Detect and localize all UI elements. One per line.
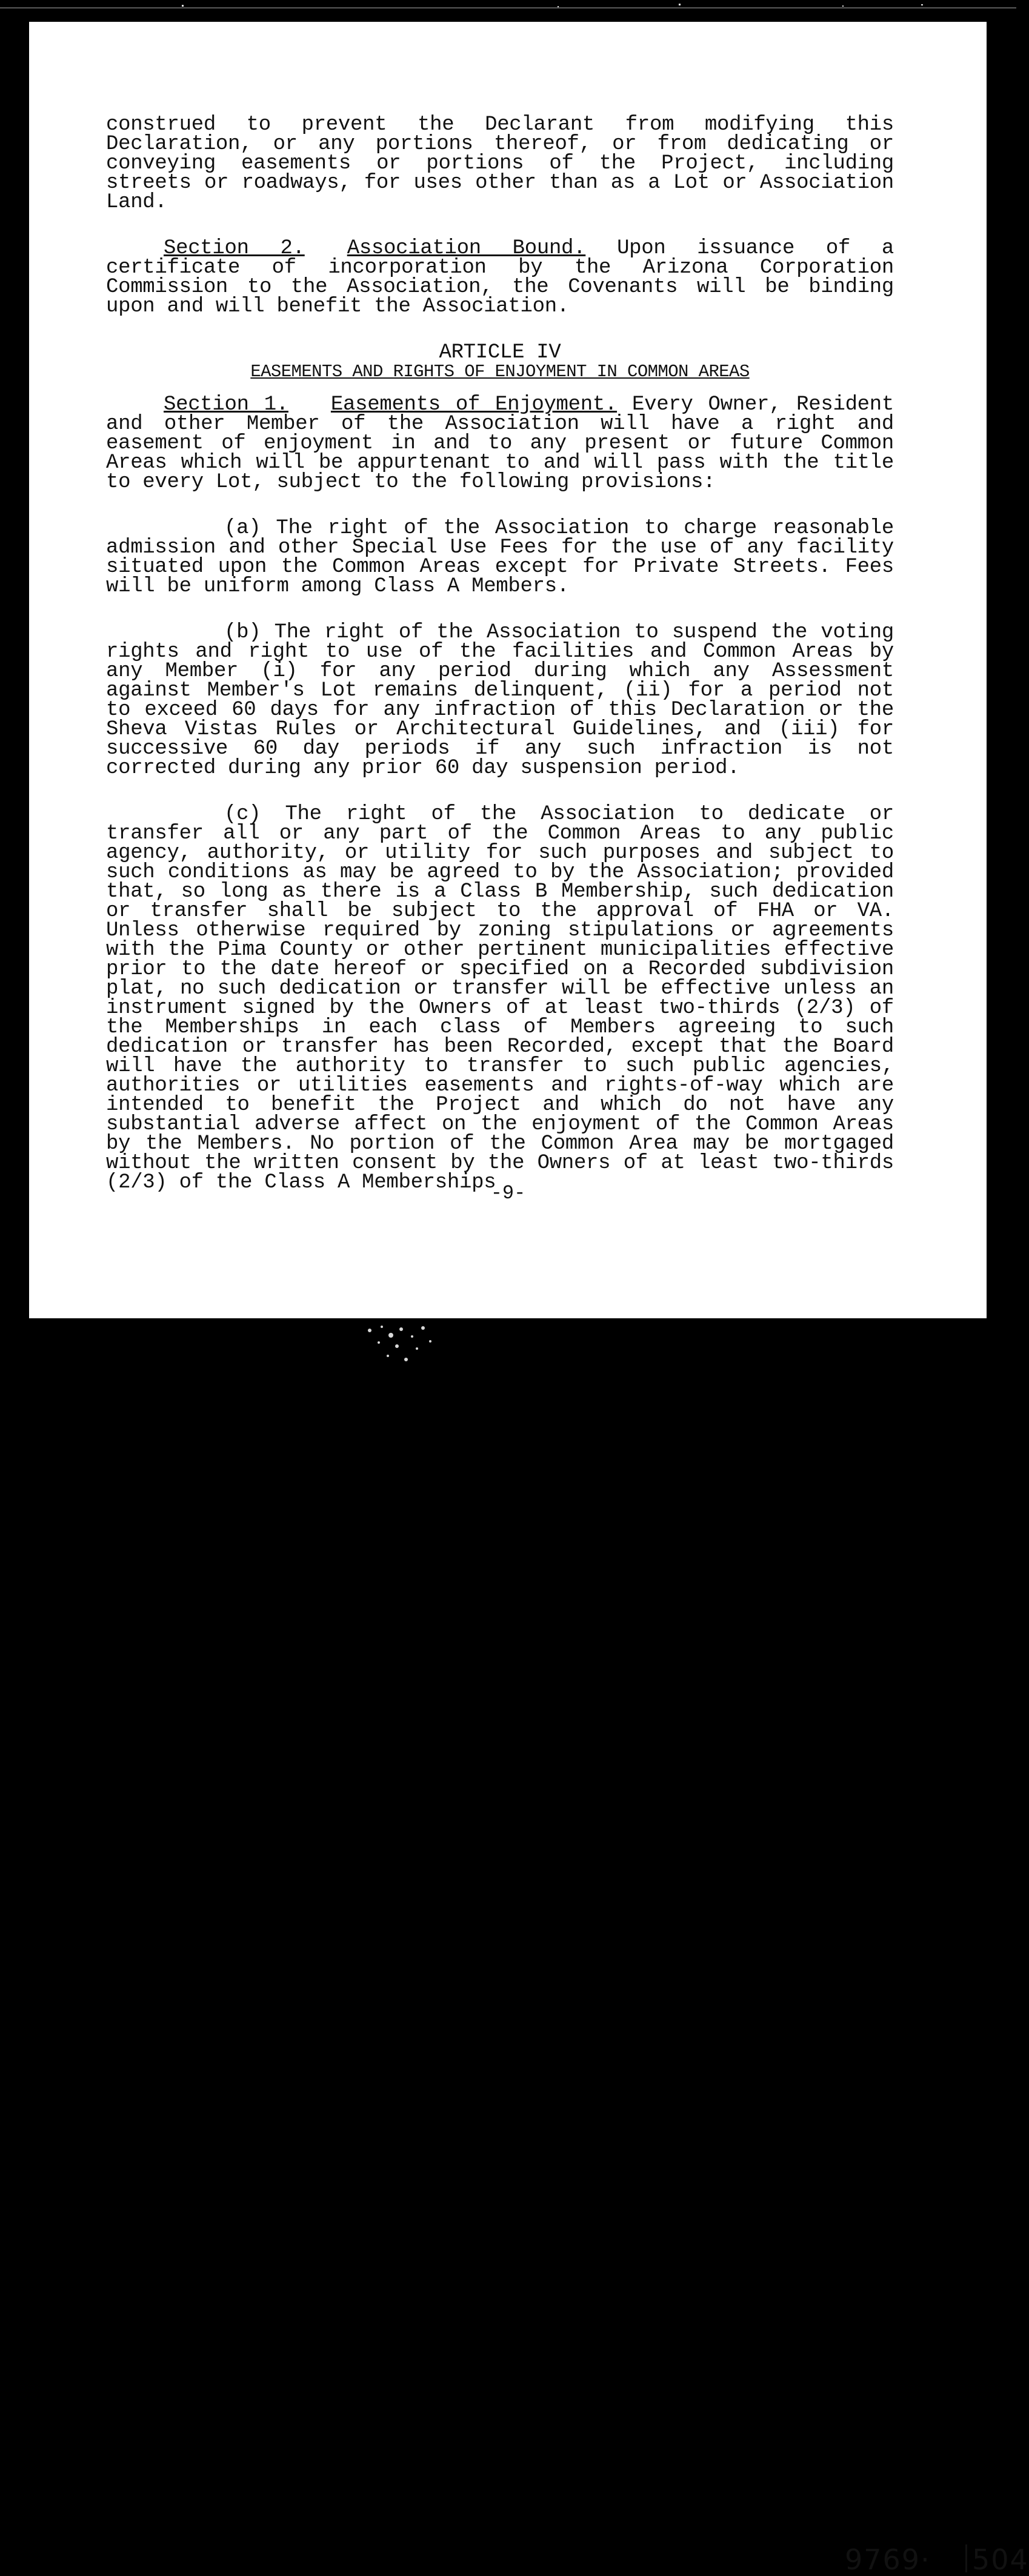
stamp-right-number: 504 <box>972 2543 1029 2576</box>
article-number: ARTICLE IV <box>439 341 561 364</box>
article-title: EASEMENTS AND RIGHTS OF ENJOYMENT IN COMMON AREAS <box>250 362 750 382</box>
section-2-title: Association Bound. <box>347 237 586 260</box>
section-1-title: Easements of Enjoyment. <box>330 393 618 416</box>
section-2-heading: Section 2. <box>164 237 305 260</box>
paragraph-continuation: construed to prevent the Declarant from modifying this Declaration, or any portions thereof, or from dedicating or conveying easements or portions of the Project, including streets or roadways, for uses other than as a Lot or Association Land. <box>106 113 894 214</box>
provision-label: (a) <box>224 517 261 540</box>
section-2 <box>106 239 894 316</box>
section-1-text: Every Owner, Resident and other Member of the Association will have a right and easement of enjoyment in and to any present or future Common Areas which will be appurtenant to and will pass with the title to every Lot, subject to the following provisions: <box>106 393 894 494</box>
stamp-divider <box>965 2544 967 2572</box>
provision-label: (b) <box>224 621 261 644</box>
article-heading <box>106 343 894 382</box>
section-1-heading: Section 1. <box>164 393 288 416</box>
scan-top-edge <box>0 0 1016 22</box>
section-2-text: Upon issuance of a certificate of incorporation by the Arizona Corporation Commission to the Association, the Covenants will be binding upon and will benefit the Association. <box>106 237 894 318</box>
provision-c <box>106 805 894 1192</box>
provision-b <box>106 623 894 778</box>
provision-text: The right of the Association to dedicate or transfer all or any part of the Common Areas to any public agency, authority, or utility for such purposes and subject to such conditions as may be agreed to by the Association; provided that, so long as there is a Class B Membership, such dedication or transfer shall be subject to the approval of FHA or VA. Unless otherwise required by zoning stipulations or agreements with the Pima County or other pertinent municipalities effective prior to the date hereof or specified on a Recorded subdivision plat, no such dedication or transfer will be effective unless an instrument signed by the Owners of at least two-thirds (2/3) of the Memberships in each class of Members agreeing to such dedication or transfer has been Recorded, except that the Board will have the authority to transfer to such public agencies, authorities or utilities easements and rights-of-way which are intended to benefit the Project and which do not have any substantial adverse affect on the enjoyment of the Common Areas by the Members. No portion of the Common Area may be mortgaged without the written consent by the Owners of at least two-thirds (2/3) of the Class A Memberships <box>106 803 894 1194</box>
provision-label: (c) <box>224 803 261 826</box>
provision-text: The right of the Association to charge reasonable admission and other Special Use Fees for the use of any facility situated upon the Common Areas except for Private Streets. Fees will be uniform among Class A Members. <box>106 517 894 598</box>
document-body <box>106 115 894 1192</box>
provision-text: The right of the Association to suspend the voting rights and right to use of the facilities and Common Areas by any Member (i) for any period during which any Assessment against Member's Lot remains delinquent, (ii) for a period not to exceed 60 days for any infraction of this Declaration or the Sheva Vistas Rules or Architectural Guidelines, and (iii) for successive 60 day periods if any such infraction is not corrected during any prior 60 day suspension period. <box>106 621 894 780</box>
stamp-left-number: 9769· <box>845 2543 931 2576</box>
provision-a <box>106 519 894 596</box>
scan-artifact <box>345 1318 461 1373</box>
page-number: -9- <box>490 1182 526 1204</box>
section-1 <box>106 395 894 492</box>
